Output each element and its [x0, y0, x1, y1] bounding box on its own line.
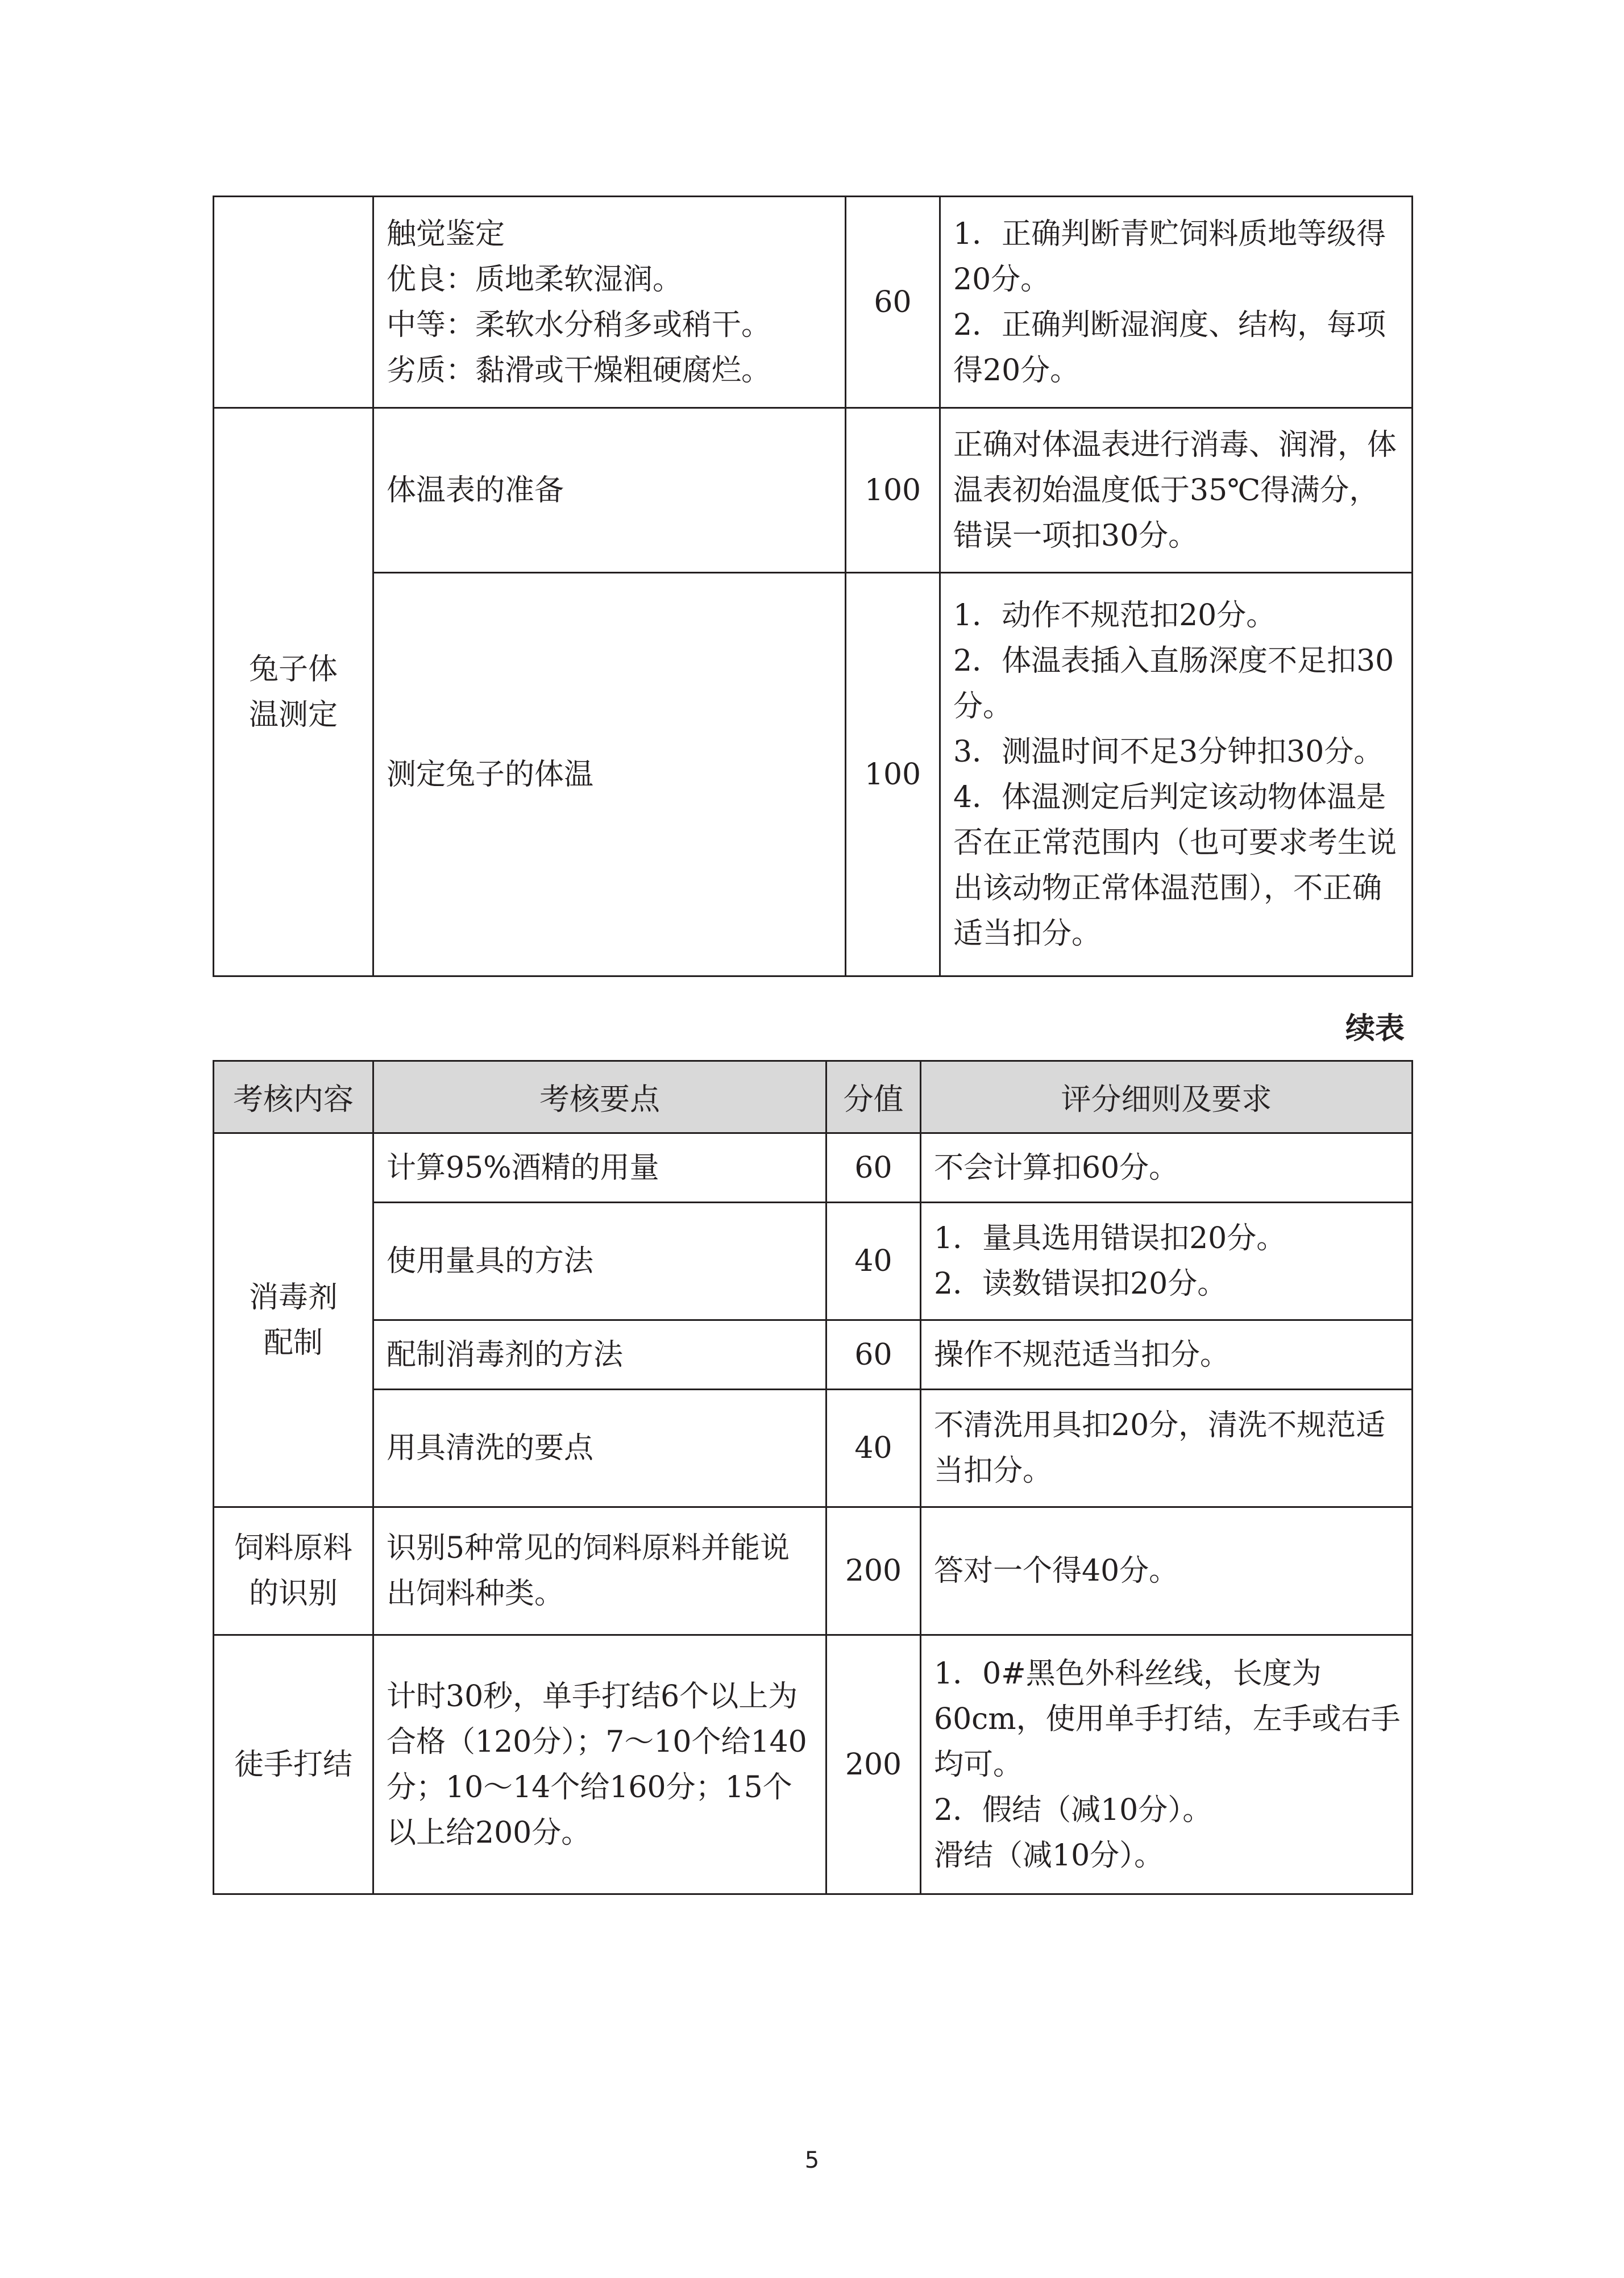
requirement-line: 操作不规范适当扣分。	[934, 1337, 1230, 1372]
point-line: 配制消毒剂的方法	[387, 1337, 624, 1372]
requirements-cell	[921, 1507, 1413, 1635]
point-cell	[373, 1390, 826, 1507]
category-cell	[214, 1133, 373, 1507]
category-cell	[214, 197, 373, 408]
point-line: 计算95%酒精的用量	[387, 1150, 659, 1185]
score-value: 40	[854, 1244, 892, 1278]
category-line: 兔子体	[248, 652, 338, 687]
score-value: 60	[854, 1337, 892, 1372]
table-row	[214, 1390, 1413, 1507]
point-cell	[373, 1203, 826, 1320]
score-cell	[846, 573, 940, 976]
point-cell	[373, 1507, 826, 1635]
point-line: 体温表的准备	[387, 473, 564, 508]
point-line: 测定兔子的体温	[387, 757, 594, 792]
point-cell	[373, 573, 846, 976]
category-line: 饲料原料	[234, 1531, 352, 1565]
requirement-line: 2．正确判断湿润度、结构，每项得20分。	[953, 307, 1386, 388]
table-row	[214, 408, 1413, 573]
score-cell	[846, 197, 940, 408]
point-line: 优良：质地柔软湿润。	[387, 262, 683, 297]
point-cell	[373, 197, 846, 408]
category-line: 温测定	[248, 697, 338, 732]
point-line: 用具清洗的要点	[387, 1431, 594, 1465]
requirements-cell	[940, 573, 1413, 976]
header-score: 分值	[826, 1061, 921, 1133]
category-cell	[214, 1507, 373, 1635]
table-row	[214, 1507, 1413, 1635]
requirement-line: 2．读数错误扣20分。	[934, 1267, 1227, 1301]
score-cell	[826, 1507, 921, 1635]
point-line: 计时30秒，单手打结6个以上为合格（120分）；7～10个给140分；10～14个给160分；15个以上给200分。	[387, 1679, 807, 1850]
score-cell	[826, 1635, 921, 1894]
requirement-line: 2．体温表插入直肠深度不足扣30分。	[953, 643, 1394, 724]
requirements-cell	[921, 1320, 1413, 1390]
point-line: 识别5种常见的饲料原料并能说出饲料种类。	[387, 1531, 790, 1611]
category-cell	[214, 1635, 373, 1894]
table-row	[214, 1203, 1413, 1320]
table-row	[214, 573, 1413, 976]
score-cell	[826, 1203, 921, 1320]
score-value: 200	[845, 1554, 902, 1588]
requirement-line: 1．正确判断青贮饲料质地等级得20分。	[953, 217, 1386, 297]
requirements-cell	[940, 197, 1413, 408]
header-category: 考核内容	[214, 1061, 373, 1133]
requirement-line: 正确对体温表进行消毒、润滑，体温表初始温度低于35℃得满分，错误一项扣30分。	[953, 427, 1397, 553]
requirement-line: 3．测温时间不足3分钟扣30分。	[953, 734, 1384, 769]
requirement-line: 1．动作不规范扣20分。	[953, 598, 1276, 633]
category-line: 的识别	[248, 1577, 338, 1611]
category-line: 徒手打结	[234, 1747, 352, 1782]
requirements-cell	[921, 1203, 1413, 1320]
point-line: 劣质：黏滑或干燥粗硬腐烂。	[387, 353, 771, 388]
score-value: 60	[854, 1150, 892, 1185]
score-cell	[846, 408, 940, 573]
header-point: 考核要点	[373, 1061, 826, 1133]
requirements-cell	[921, 1390, 1413, 1507]
bottom-table	[213, 1060, 1413, 1895]
point-line: 中等：柔软水分稍多或稍干。	[387, 307, 771, 342]
point-cell	[373, 408, 846, 573]
score-cell	[826, 1133, 921, 1203]
page-number: 5	[804, 2147, 820, 2173]
header-row	[214, 1061, 1413, 1133]
score-value: 40	[854, 1431, 892, 1465]
header-requirements: 评分细则及要求	[921, 1061, 1413, 1133]
category-line: 配制	[263, 1325, 323, 1360]
score-cell	[826, 1320, 921, 1390]
requirement-line: 不会计算扣60分。	[934, 1150, 1179, 1185]
point-cell	[373, 1133, 826, 1203]
table-row	[214, 197, 1413, 408]
requirements-cell	[921, 1133, 1413, 1203]
requirement-line: 1．量具选用错误扣20分。	[934, 1221, 1286, 1256]
table-row	[214, 1635, 1413, 1894]
requirement-line: 滑结（减10分）。	[934, 1838, 1164, 1873]
requirement-line: 4．体温测定后判定该动物体温是否在正常范围内（也可要求考生说出该动物正常体温范围），不正确适当扣分。	[953, 780, 1397, 951]
top-table	[213, 196, 1413, 977]
continued-label: 续表	[1345, 1012, 1405, 1046]
category-cell	[214, 408, 373, 976]
category-line: 消毒剂	[248, 1280, 338, 1315]
requirement-line: 2．假结（减10分）。	[934, 1793, 1212, 1827]
point-cell	[373, 1320, 826, 1390]
score-value: 100	[864, 757, 921, 792]
table-row	[214, 1133, 1413, 1203]
score-cell	[826, 1390, 921, 1507]
score-value: 60	[874, 285, 912, 319]
requirement-line: 不清洗用具扣20分，清洗不规范适当扣分。	[934, 1408, 1386, 1488]
point-cell	[373, 1635, 826, 1894]
point-line: 使用量具的方法	[387, 1244, 594, 1278]
table-row	[214, 1320, 1413, 1390]
requirements-cell	[921, 1635, 1413, 1894]
point-line: 触觉鉴定	[387, 217, 505, 251]
requirement-line: 答对一个得40分。	[934, 1554, 1179, 1588]
requirement-line: 1．0#黑色外科丝线，长度为60cm，使用单手打结，左手或右手均可。	[934, 1656, 1401, 1782]
score-value: 100	[864, 473, 921, 508]
requirements-cell	[940, 408, 1413, 573]
score-value: 200	[845, 1747, 902, 1782]
